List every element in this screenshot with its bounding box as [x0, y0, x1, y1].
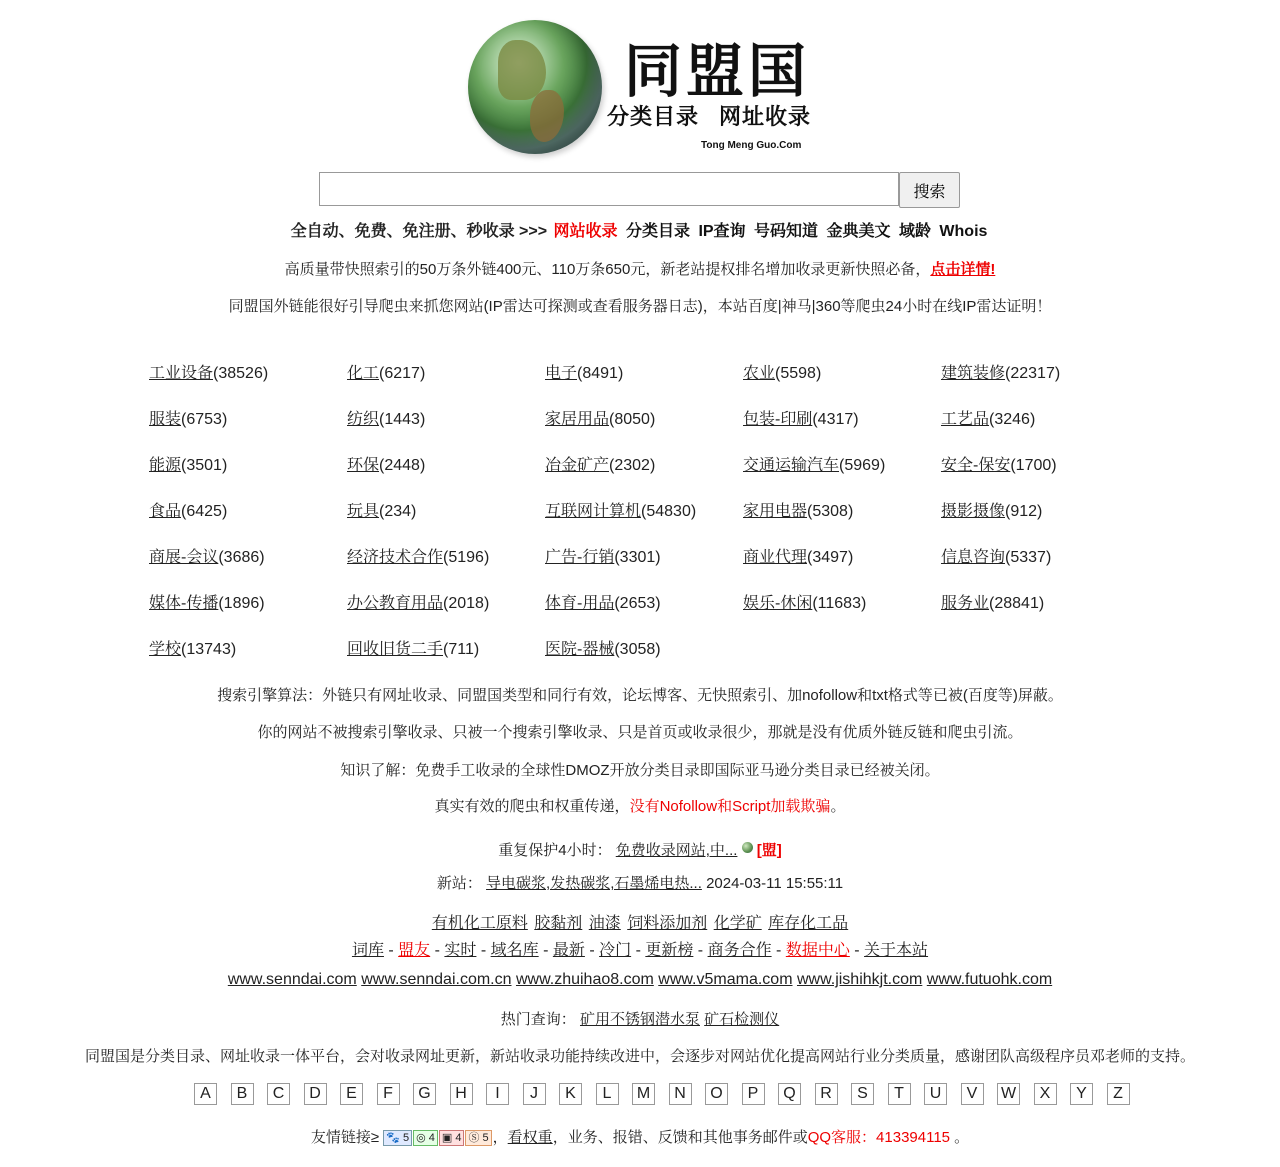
- letter-index-item[interactable]: Z: [1107, 1083, 1130, 1105]
- letter-index-item[interactable]: T: [888, 1083, 911, 1105]
- category-count: (2018): [443, 595, 490, 612]
- category-row: [149, 636, 1149, 682]
- category-count: (5969): [839, 457, 886, 474]
- category-item: [941, 498, 1139, 544]
- category-count: (2448): [379, 457, 426, 474]
- category-count: (1700): [1010, 457, 1057, 474]
- category-item: [347, 498, 545, 544]
- nav-site-submit[interactable]: 网站收录: [553, 223, 618, 240]
- category-link[interactable]: 环保: [347, 457, 380, 474]
- nav-directory[interactable]: 分类目录: [625, 223, 690, 240]
- footer-nav-link[interactable]: 域名库: [490, 942, 539, 959]
- letter-index-item[interactable]: Y: [1070, 1083, 1093, 1105]
- site-title[interactable]: 同盟国: [624, 37, 811, 105]
- footer-nav-link[interactable]: 盟友: [398, 942, 431, 959]
- letter-index-item[interactable]: I: [486, 1083, 509, 1105]
- letter-index-item[interactable]: D: [304, 1083, 327, 1105]
- category-link[interactable]: 娱乐-休闲: [743, 595, 813, 612]
- category-count: (5308): [807, 503, 854, 520]
- globe-logo-icon[interactable]: [468, 20, 602, 154]
- footer-nav: 词库 - 盟友 - 实时 - 域名库 - 最新 - 冷门 - 更新榜 - 商务合作 - 数据中心 - 关于本站: [351, 942, 929, 959]
- tag-link[interactable]: 油漆: [588, 915, 621, 932]
- nav-ip-lookup[interactable]: IP查询: [698, 223, 746, 240]
- category-item: [347, 636, 545, 682]
- tag-link[interactable]: 化学矿: [713, 915, 762, 932]
- not-indexed-note: 你的网站不被搜索引擎收录、只被一个搜索引擎收录、只是首页或收录很少，那就是没有优质外链反链和爬虫引流。: [257, 724, 1023, 741]
- domain-links: [0, 971, 1280, 989]
- category-count: (2653): [614, 595, 661, 612]
- top-nav: [0, 218, 1280, 241]
- dmoz-note: 知识了解：免费手工收录的全球性DMOZ开放分类目录即国际亚马逊分类目录已经被关闭。: [340, 762, 940, 779]
- category-item: [149, 498, 347, 544]
- friend-links-line: 友情链接≥ 🐾 5 ◎ 4 ▣ 4 Ⓢ 5 ，看权重，业务、报错、反馈和其他事务邮件或QQ客服：413394115 。: [310, 1129, 970, 1146]
- letter-index-item[interactable]: U: [924, 1083, 947, 1105]
- globe-icon: [742, 842, 753, 853]
- category-item: [347, 590, 545, 636]
- category-count: (11683): [812, 595, 867, 612]
- category-link[interactable]: 农业: [743, 365, 776, 382]
- category-item: [941, 590, 1139, 636]
- category-link[interactable]: 包装-印刷: [743, 411, 813, 428]
- header: [0, 14, 1280, 164]
- shenma-weight-badge[interactable]: Ⓢ 5: [465, 1130, 491, 1146]
- letter-index-item[interactable]: N: [669, 1083, 692, 1105]
- category-count: (3501): [181, 457, 228, 474]
- letter-index-item[interactable]: F: [377, 1083, 400, 1105]
- alliance-tag[interactable]: [盟]: [756, 842, 782, 859]
- baidu-weight-badge[interactable]: 🐾 5: [383, 1130, 412, 1146]
- search-bar: [319, 172, 960, 208]
- category-link[interactable]: 交通运输汽车: [743, 457, 840, 474]
- category-link[interactable]: 纺织: [347, 411, 380, 428]
- real-note: 真实有效的爬虫和权重传递，没有Nofollow和Script加载欺骗。: [434, 798, 846, 815]
- footer-nav-link[interactable]: 商务合作: [707, 942, 772, 959]
- letter-index-item[interactable]: E: [340, 1083, 363, 1105]
- category-count: (4317): [812, 411, 859, 428]
- category-count: (5196): [443, 549, 490, 566]
- hot-query-link[interactable]: 矿用不锈钢潜水泵: [579, 1011, 700, 1028]
- category-item: [941, 452, 1139, 498]
- category-link[interactable]: 经济技术合作: [347, 549, 444, 566]
- category-item: [149, 636, 347, 682]
- category-count: (2302): [609, 457, 656, 474]
- category-row: [149, 406, 1149, 452]
- tag-link[interactable]: 饲料添加剂: [627, 915, 708, 932]
- algo-note: 搜索引擎算法：外链只有网址收录、同盟国类型和同行有效，论坛博客、无快照索引、加nofollow和txt格式等已被(百度等)屏蔽。: [217, 687, 1063, 704]
- category-count: (3058): [614, 641, 661, 658]
- category-count: (5598): [775, 365, 822, 382]
- category-item: [149, 406, 347, 452]
- letter-index-item[interactable]: V: [961, 1083, 984, 1105]
- protect-line: 重复保护4小时： 免费收录网站,中... [盟]: [498, 842, 782, 859]
- category-item: [743, 360, 941, 406]
- category-link[interactable]: 服务业: [941, 595, 990, 612]
- category-item: [347, 360, 545, 406]
- tag-links: [0, 910, 1280, 933]
- category-grid: [149, 360, 1149, 682]
- about-text: 同盟国是分类目录、网址收录一体平台，会对收录网址更新，新站收录功能持续改进中，会逐步对网站优化提高网站行业分类质量，感谢团队高级程序员邓老师的支持。: [84, 1048, 1195, 1065]
- tag-link[interactable]: 有机化工原料: [431, 915, 528, 932]
- category-item: [149, 452, 347, 498]
- footer-nav-link[interactable]: 词库: [351, 942, 384, 959]
- nav-domain-age[interactable]: 域龄: [898, 223, 931, 240]
- qq-support[interactable]: QQ客服：413394115: [807, 1129, 951, 1146]
- nav-prefix: 全自动、免费、免注册、秒收录 >>>: [290, 223, 548, 240]
- category-count: (1896): [218, 595, 265, 612]
- category-link[interactable]: 学校: [149, 641, 182, 658]
- category-count: (28841): [989, 595, 1045, 612]
- category-count: (3301): [614, 549, 661, 566]
- category-link[interactable]: 办公教育用品: [347, 595, 444, 612]
- category-item: [347, 452, 545, 498]
- category-link[interactable]: 广告-行销: [545, 549, 615, 566]
- category-count: (234): [379, 503, 417, 520]
- category-link[interactable]: 服装: [149, 411, 182, 428]
- domain-link[interactable]: www.senndai.com.cn: [361, 971, 512, 988]
- category-row: [149, 360, 1149, 406]
- category-count: (711): [443, 641, 480, 658]
- category-item: [347, 406, 545, 452]
- category-link[interactable]: 信息咨询: [941, 549, 1006, 566]
- letter-index-item[interactable]: C: [267, 1083, 290, 1105]
- category-item: [545, 360, 743, 406]
- search-input[interactable]: [319, 172, 899, 206]
- letter-index-item[interactable]: X: [1034, 1083, 1057, 1105]
- category-link[interactable]: 体育-用品: [545, 595, 615, 612]
- category-count: (3686): [218, 549, 265, 566]
- category-row: [149, 498, 1149, 544]
- category-link[interactable]: 安全-保安: [941, 457, 1011, 474]
- category-count: (6425): [181, 503, 228, 520]
- domain-link[interactable]: www.jishihkjt.com: [796, 971, 923, 988]
- category-link[interactable]: 化工: [347, 365, 380, 382]
- letter-index-item[interactable]: P: [742, 1083, 765, 1105]
- category-item: [545, 590, 743, 636]
- category-count: (3497): [807, 549, 854, 566]
- letter-index-item[interactable]: J: [523, 1083, 546, 1105]
- footer-nav-link[interactable]: 数据中心: [785, 942, 850, 959]
- category-link[interactable]: 商展-会议: [149, 549, 219, 566]
- category-link[interactable]: 冶金矿产: [545, 457, 610, 474]
- category-link[interactable]: 媒体-传播: [149, 595, 219, 612]
- letter-index-item[interactable]: S: [851, 1083, 874, 1105]
- category-count: (13743): [181, 641, 237, 658]
- view-weight-link[interactable]: 看权重: [507, 1129, 553, 1146]
- category-item: [545, 636, 743, 682]
- domain-link[interactable]: www.v5mama.com: [658, 971, 793, 988]
- category-link[interactable]: 家居用品: [545, 411, 610, 428]
- category-item: [743, 452, 941, 498]
- tag-link[interactable]: 库存化工品: [768, 915, 849, 932]
- category-count: (54830): [641, 503, 697, 520]
- nav-whois[interactable]: Whois: [939, 223, 988, 240]
- category-count: (3246): [989, 411, 1036, 428]
- category-item: [149, 544, 347, 590]
- category-count: (6753): [181, 411, 228, 428]
- category-count: (8050): [609, 411, 656, 428]
- letter-index-item[interactable]: A: [194, 1083, 217, 1105]
- letter-index-item[interactable]: B: [231, 1083, 254, 1105]
- category-item: [743, 590, 941, 636]
- sogou-weight-badge[interactable]: ▣ 4: [439, 1130, 465, 1146]
- category-count: (22317): [1005, 365, 1061, 382]
- category-link[interactable]: 建筑装修: [941, 365, 1006, 382]
- domain-link[interactable]: www.zhuihao8.com: [515, 971, 654, 988]
- category-count: (1443): [379, 411, 426, 428]
- site-domain: Tong Meng Guo.Com: [701, 140, 802, 151]
- new-site-link[interactable]: 导电碳浆,发热碳浆,石墨烯电热...: [486, 875, 702, 892]
- protect-link[interactable]: 免费收录网站,中...: [615, 842, 738, 859]
- new-site-line: 新站： 导电碳浆,发热碳浆,石墨烯电热... 2024-03-11 15:55:11: [436, 875, 844, 892]
- letter-index-item[interactable]: R: [815, 1083, 838, 1105]
- letter-index-item[interactable]: Q: [778, 1083, 801, 1105]
- category-link[interactable]: 医院-器械: [545, 641, 615, 658]
- spider-note: 同盟国外链能很好引导爬虫来抓您网站(IP雷达可探测或查看服务器日志)，本站百度|神马|360等爬虫24小时在线IP雷达证明！: [228, 298, 1052, 315]
- category-row: [149, 590, 1149, 636]
- category-item: [941, 544, 1139, 590]
- letter-index-item[interactable]: O: [705, 1083, 728, 1105]
- category-row: [149, 452, 1149, 498]
- category-item: [545, 544, 743, 590]
- letter-index: [194, 1083, 1143, 1105]
- promo-details-link[interactable]: 点击详情!: [930, 261, 996, 278]
- category-count: (8491): [577, 365, 624, 382]
- domain-link[interactable]: www.futuohk.com: [926, 971, 1053, 988]
- nav-number[interactable]: 号码知道: [754, 223, 819, 240]
- letter-index-item[interactable]: H: [450, 1083, 473, 1105]
- category-item: [941, 406, 1139, 452]
- category-item: [149, 590, 347, 636]
- category-link[interactable]: 电子: [545, 365, 578, 382]
- category-link[interactable]: 回收旧货二手: [347, 641, 444, 658]
- site-subtitle: 分类目录 网址收录: [607, 104, 812, 129]
- category-count: (912): [1005, 503, 1043, 520]
- letter-index-item[interactable]: L: [596, 1083, 619, 1105]
- domain-link[interactable]: www.senndai.com: [227, 971, 357, 988]
- category-link[interactable]: 摄影摄像: [941, 503, 1006, 520]
- category-item: [545, 406, 743, 452]
- category-link[interactable]: 工艺品: [941, 411, 990, 428]
- promo-line: 高质量带快照索引的50万条外链400元、110万条650元，新老站提权排名增加收录更新快照必备，点击详情!: [284, 261, 996, 278]
- category-link[interactable]: 玩具: [347, 503, 380, 520]
- category-item: [347, 544, 545, 590]
- footer-nav-link[interactable]: 冷门: [599, 942, 632, 959]
- search-button[interactable]: 搜索: [899, 172, 960, 208]
- category-item: [743, 544, 941, 590]
- category-count: (5337): [1005, 549, 1052, 566]
- footer-nav-link[interactable]: 关于本站: [864, 942, 929, 959]
- letter-index-item[interactable]: M: [632, 1083, 655, 1105]
- footer-nav-link[interactable]: 更新榜: [645, 942, 694, 959]
- category-item: [545, 498, 743, 544]
- letter-index-item[interactable]: G: [413, 1083, 436, 1105]
- category-link[interactable]: 家用电器: [743, 503, 808, 520]
- letter-index-item[interactable]: W: [997, 1083, 1020, 1105]
- letter-index-item[interactable]: K: [559, 1083, 582, 1105]
- category-row: [149, 544, 1149, 590]
- category-item: [743, 498, 941, 544]
- footer-nav-link[interactable]: 最新: [552, 942, 585, 959]
- category-item: [149, 360, 347, 406]
- category-link[interactable]: 食品: [149, 503, 182, 520]
- hot-query-link[interactable]: 矿石检测仪: [704, 1011, 780, 1028]
- category-link[interactable]: 商业代理: [743, 549, 808, 566]
- 360-weight-badge[interactable]: ◎ 4: [413, 1130, 438, 1146]
- category-item: [743, 406, 941, 452]
- nav-articles[interactable]: 金典美文: [826, 223, 891, 240]
- category-item: [941, 360, 1139, 406]
- footer-nav-link[interactable]: 实时: [444, 942, 477, 959]
- category-link[interactable]: 能源: [149, 457, 182, 474]
- category-item: [545, 452, 743, 498]
- tag-link[interactable]: 胶黏剂: [534, 915, 583, 932]
- category-link[interactable]: 工业设备: [149, 365, 214, 382]
- category-link[interactable]: 互联网计算机: [545, 503, 642, 520]
- hot-queries: 热门查询： 矿用不锈钢潜水泵 矿石检测仪: [500, 1011, 780, 1028]
- category-count: (6217): [379, 365, 426, 382]
- category-count: (38526): [213, 365, 269, 382]
